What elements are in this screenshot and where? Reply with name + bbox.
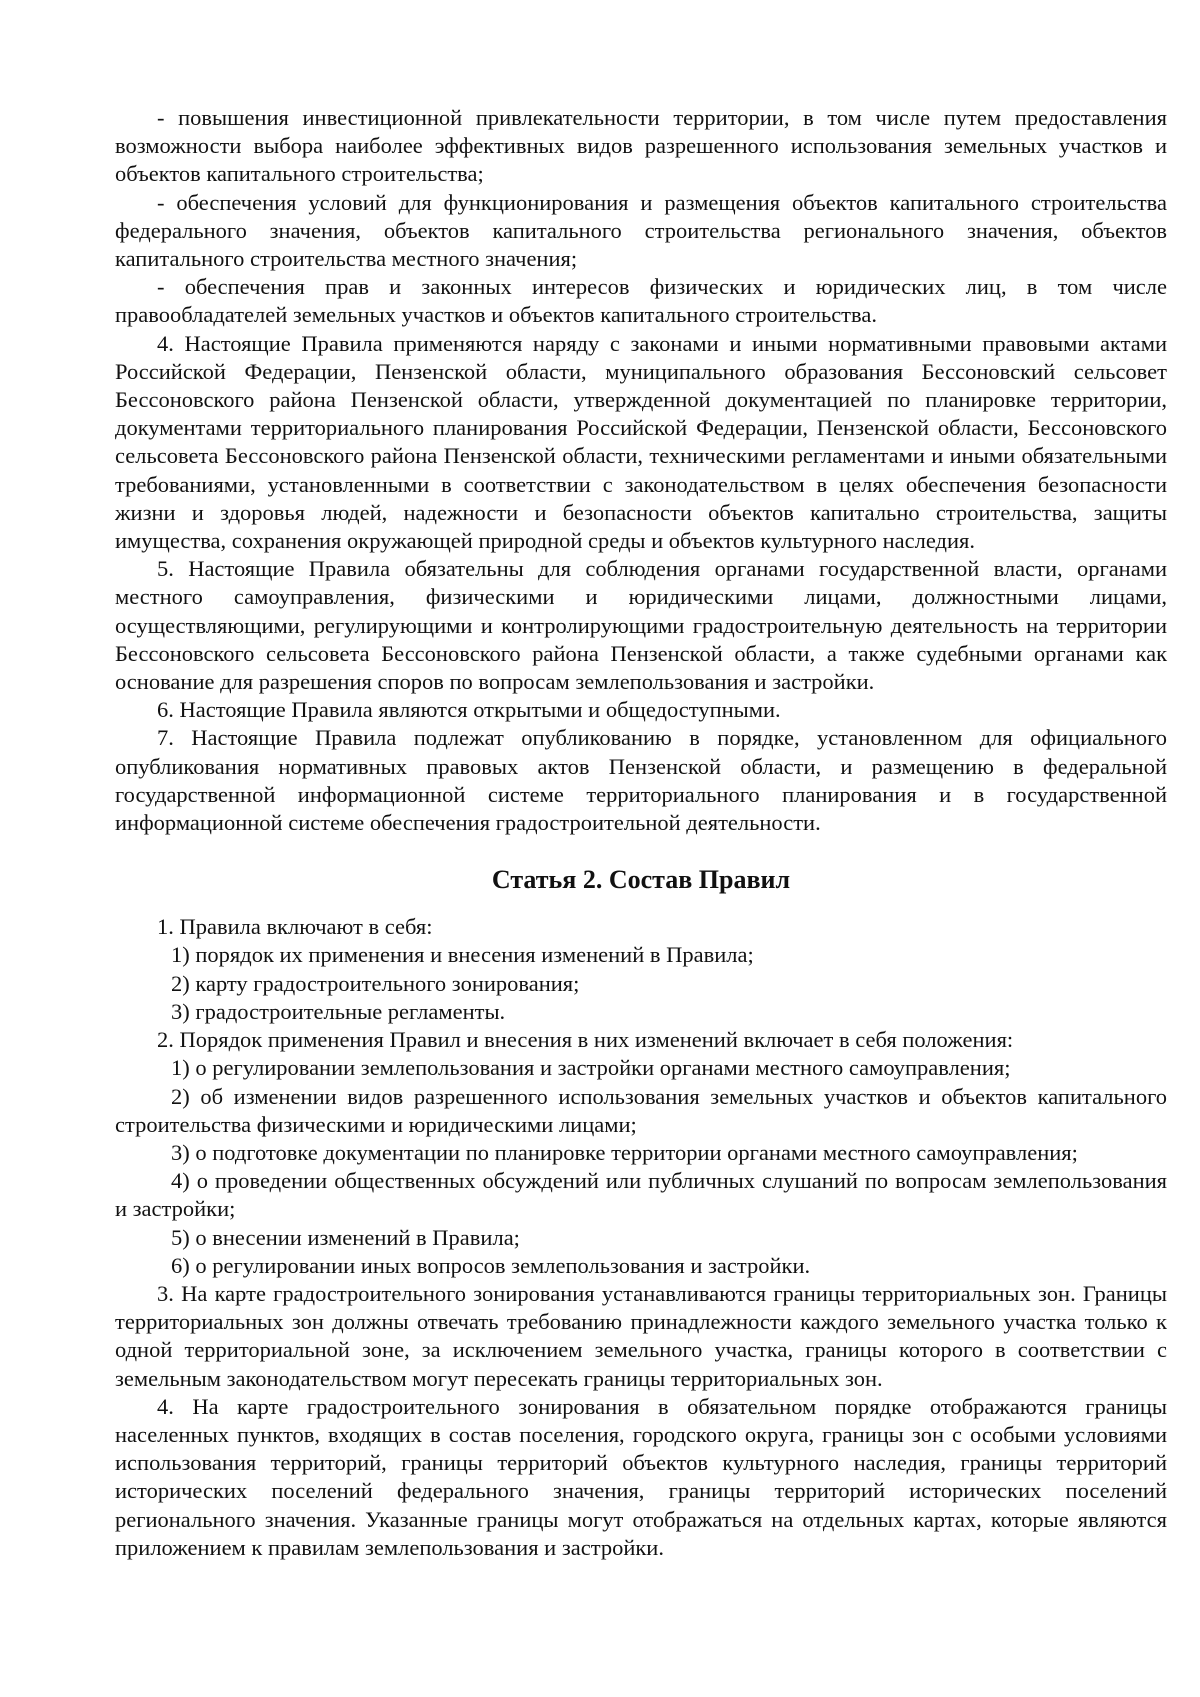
article-2-heading: Статья 2. Состав Правил xyxy=(491,865,791,895)
article-2-item-2-sub-4: 4) о проведении общественных обсуждений или публичных слушаний по вопросам землепользования и застройки; xyxy=(115,1168,1167,1222)
article-2-item-2-sub-5: 5) о внесении изменений в Правила; xyxy=(171,1224,520,1250)
article-2-item-1-sub-2: 2) карту градостроительного зонирования; xyxy=(171,970,580,996)
paragraph-item-4: 4. Настоящие Правила применяются наряду с законами и иными нормативными правовыми актами Российской Федерации, Пензенской области, муниципального образования Бессоновский сельсовет Бессоновского района Пензенской области, утвержденной документацией по планировке территории, документами территориального планирования Российской Федерации, Пензенской области, Бессоновского сельсовета Бессоновского района Пензенской области, техническими регламентами и иными обязательными требованиями, установленными в соответствии с законодательством в целях обеспечения безопасности жизни и здоровья людей, надежности и безопасности объектов капитально строительства, защиты имущества, сохранения окружающей природной среды и объектов культурного наследия. xyxy=(115,330,1167,554)
paragraph-investment: - повышения инвестиционной привлекательности территории, в том числе путем предоставления возможности выбора наиболее эффективных видов разрешенного использования земельных участков и объектов капитального строительства; xyxy=(115,105,1167,187)
paragraph-conditions: - обеспечения условий для функционирования и размещения объектов капитального строительства федерального значения, объектов капитального строительства регионального значения, объектов капитального строительства местного значения; xyxy=(115,189,1167,272)
article-2-item-2: 2. Порядок применения Правил и внесения в них изменений включает в себя положения: xyxy=(157,1027,1014,1053)
article-2-item-1-sub-1: 1) порядок их применения и внесения изменений в Правила; xyxy=(171,942,754,968)
paragraph-item-7: 7. Настоящие Правила подлежат опубликованию в порядке, установленном для официального опубликования нормативных правовых актов Пензенской области, и размещению в федеральной государственной информационной системе территориального планирования и в государственной информационной системе обеспечения градостроительной деятельности. xyxy=(115,725,1167,836)
paragraph-item-6: 6. Настоящие Правила являются открытыми и общедоступными. xyxy=(157,697,781,723)
article-2-item-2-sub-3: 3) о подготовке документации по планировке территории органами местного самоуправления; xyxy=(171,1139,1078,1165)
article-2-item-2-sub-2: 2) об изменении видов разрешенного использования земельных участков и объектов капитального строительства физическими и юридическими лицами; xyxy=(115,1083,1167,1137)
article-2-item-2-sub-6: 6) о регулировании иных вопросов землепользования и застройки. xyxy=(171,1252,811,1278)
article-2-item-1-sub-3: 3) градостроительные регламенты. xyxy=(171,998,506,1024)
article-2-item-4: 4. На карте градостроительного зонирования в обязательном порядке отображаются границы населенных пунктов, входящих в состав поселения, городского округа, границы зон с особыми условиями использования территорий, границы территорий объектов культурного наследия, границы территорий исторических поселений федерального значения, границы территорий исторических поселений регионального значения. Указанные границы могут отображаться на отдельных картах, которые являются приложением к правилам землепользования и застройки. xyxy=(115,1393,1167,1560)
paragraph-item-5: 5. Настоящие Правила обязательны для соблюдения органами государственной власти, органами местного самоуправления, физическими и юридическими лицами, должностными лицами, осуществляющими, регулирующими и контролирующими градостроительную деятельность на территории Бессоновского сельсовета Бессоновского района Пензенской области, а также судебными органами как основание для разрешения споров по вопросам землепользования и застройки. xyxy=(115,556,1167,695)
paragraph-rights: - обеспечения прав и законных интересов физических и юридических лиц, в том числе правообладателей земельных участков и объектов капитального строительства. xyxy=(115,274,1167,328)
article-2-item-2-sub-1: 1) о регулировании землепользования и застройки органами местного самоуправления; xyxy=(171,1055,1011,1081)
article-2-item-1: 1. Правила включают в себя: xyxy=(157,914,433,940)
document-page xyxy=(115,104,1167,1562)
article-2-item-3: 3. На карте градостроительного зонирования устанавливаются границы территориальных зон. Границы территориальных зон должны отвечать требованию принадлежности каждого земельного участка только к одной территориальной зоне, за исключением земельного участка, границы которого в соответствии с земельным законодательством могут пересекать границы территориальных зон. xyxy=(115,1280,1167,1391)
